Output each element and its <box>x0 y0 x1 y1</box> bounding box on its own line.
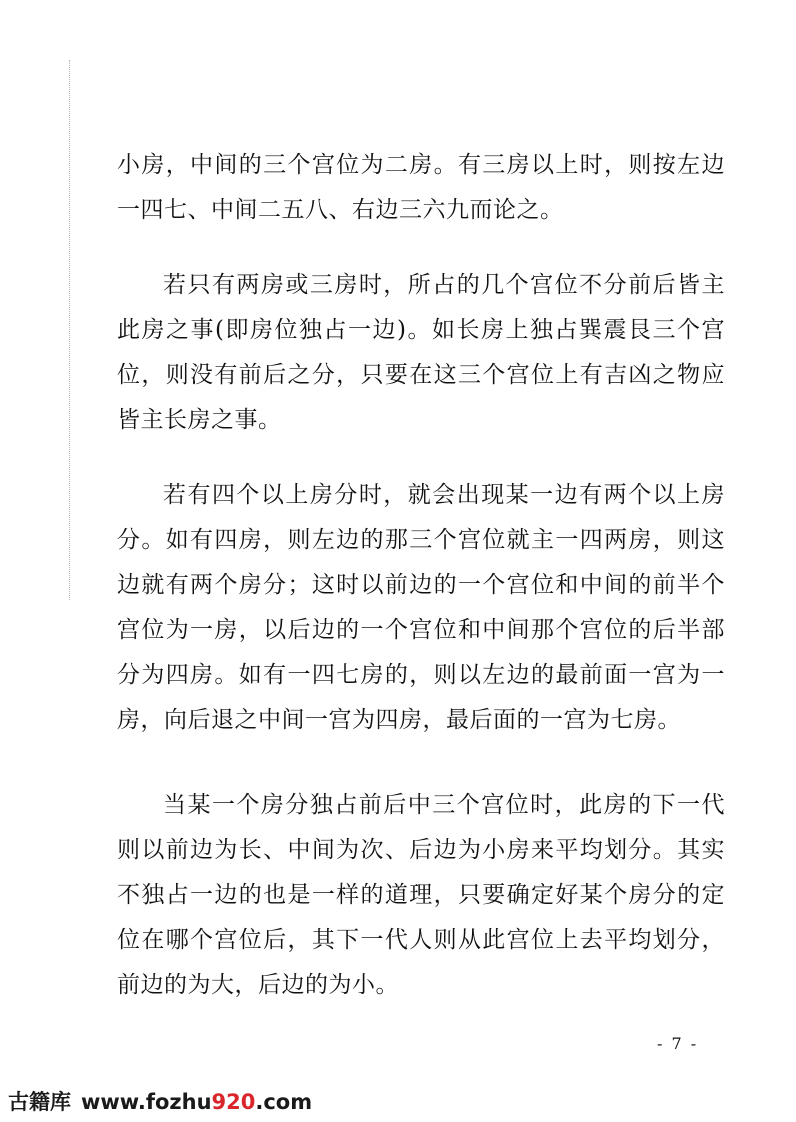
watermark-url-suffix: .com <box>255 1090 313 1114</box>
scan-binding-edge <box>69 60 72 600</box>
paragraph-four-plus-houses: 若有四个以上房分时，就会出现某一边有两个以上房分。如有四房，则左边的那三个宫位就主一四两房，则这边就有两个房分；这时以前边的一个宫位和中间的前半个宫位为一房，以后边的一个宫位和中间那个宫位的后半部分为四房。如有一四七房的，则以左边的最前面一宫为一房，向后退之中间一宫为四房，最后面的一宫为七房。 <box>117 482 725 733</box>
page-number: - 7 - <box>657 1034 699 1053</box>
watermark-site-name: 古籍库 <box>8 1090 71 1114</box>
paragraph-two-three-houses: 若只有两房或三房时，所占的几个宫位不分前后皆主此房之事(即房位独占一边)。如长房上独占巽震艮三个宫位，则没有前后之分，只要在这三个宫位上有吉凶之物应皆主长房之事。 <box>117 272 725 433</box>
watermark-url-number: 920 <box>211 1090 256 1114</box>
site-watermark <box>8 1086 312 1116</box>
paragraph-next-generation: 当某一个房分独占前后中三个宫位时，此房的下一代则以前边为长、中间为次、后边为小房来平均划分。其实不独占一边的也是一样的道理，只要确定好某个房分的定位在哪个宫位后，其下一代人则从此宫位上去平均划分，前边的为大，后边的为小。 <box>117 792 725 998</box>
watermark-url-prefix: www.fozhu <box>81 1090 212 1114</box>
paragraph-continued: 小房，中间的三个宫位为二房。有三房以上时，则按左边一四七、中间二五八、右边三六九而论之。 <box>117 152 725 223</box>
